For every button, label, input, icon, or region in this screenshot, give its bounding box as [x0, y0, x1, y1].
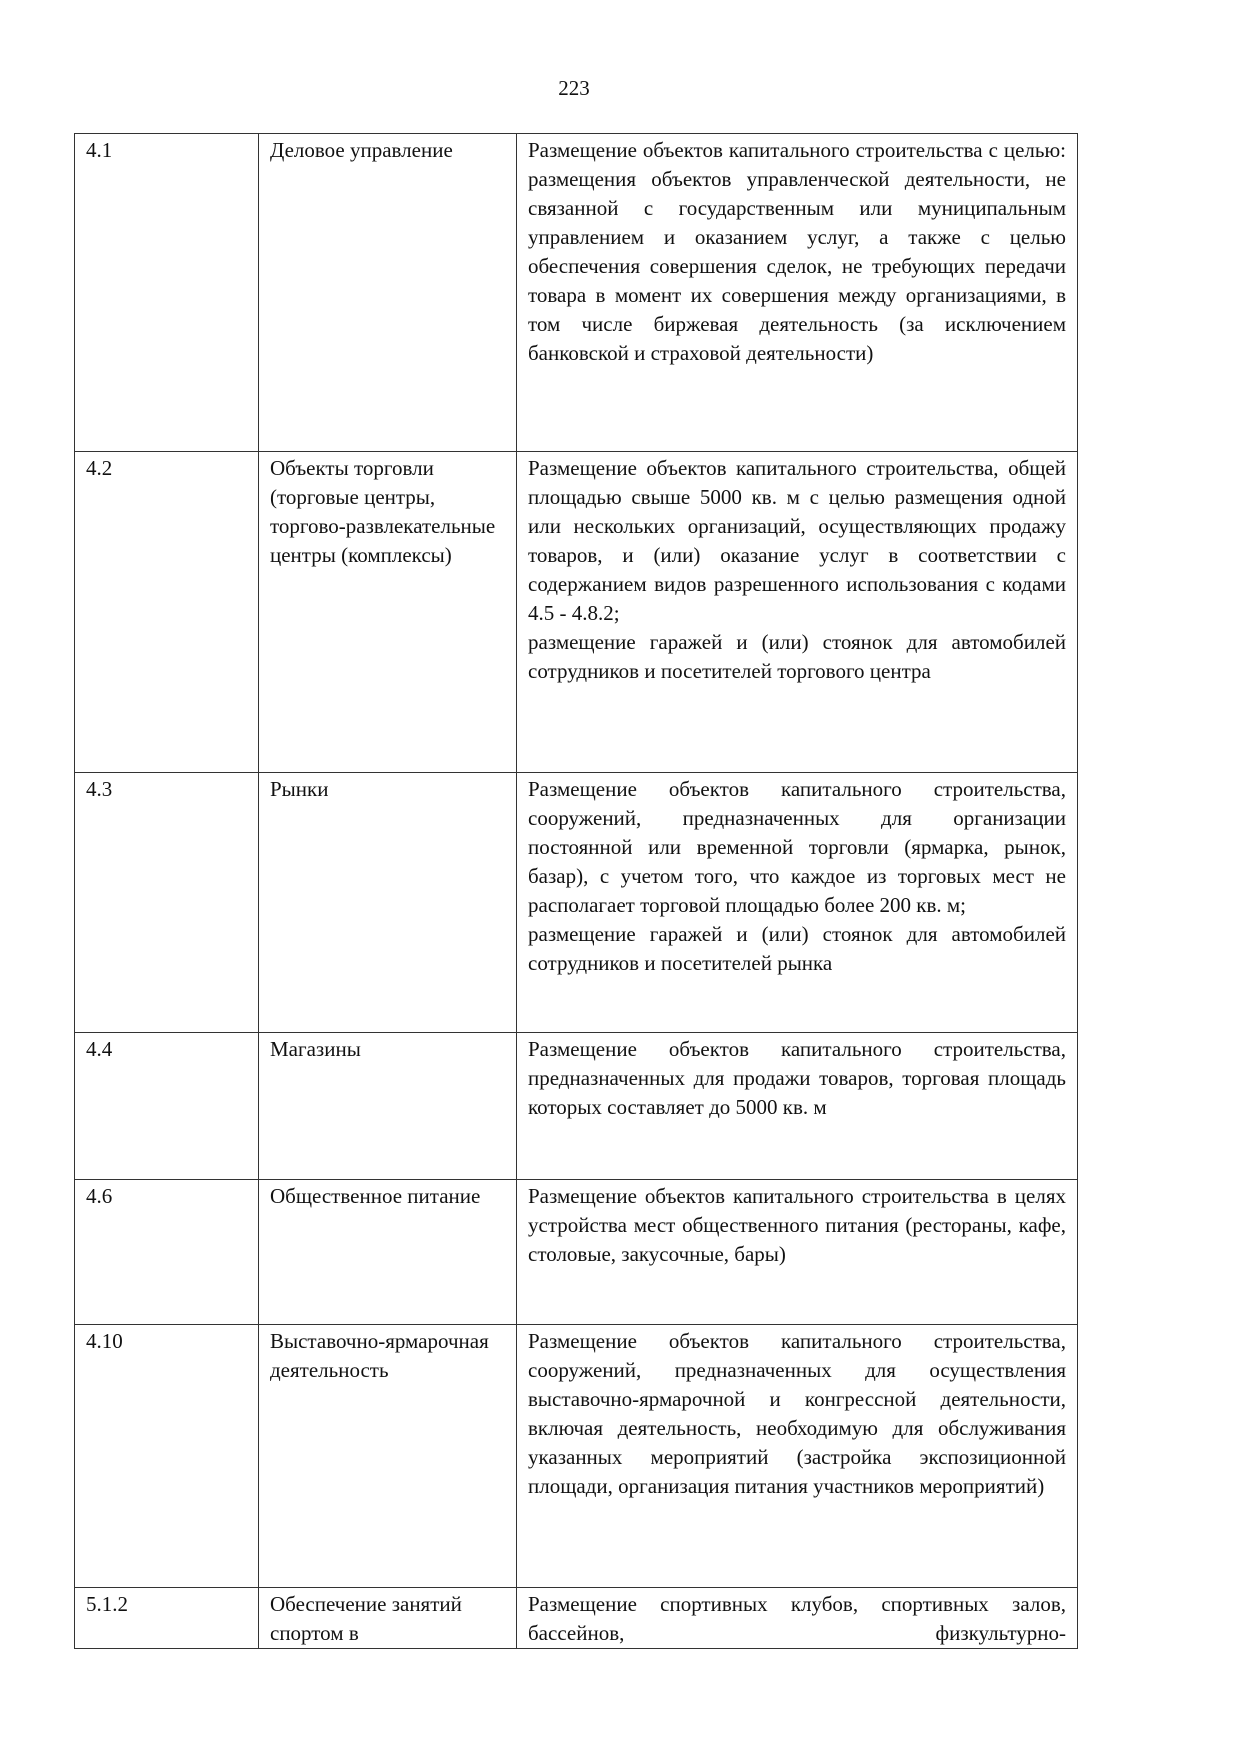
table-row — [75, 134, 1078, 452]
code-cell: 5.1.2 — [75, 1588, 259, 1649]
code-cell: 4.2 — [75, 452, 259, 773]
code-cell: 4.1 — [75, 134, 259, 452]
description-cell — [517, 452, 1078, 773]
description-cell: Размещение объектов капитального строительства в целях устройства мест общественного питания (рестораны, кафе, столовые, закусочные, бары) — [517, 1180, 1078, 1325]
table-row — [75, 773, 1078, 1033]
name-cell: Объекты торговли (торговые центры, торгово-развлекательные центры (комплексы) — [259, 452, 517, 773]
table-row — [75, 1180, 1078, 1325]
description-cell: Размещение объектов капитального строительства с целью: размещения объектов управленческой деятельности, не связанной с государственным или муниципальным управлением и оказанием услуг, а также с целью обеспечения совершения сделок, не требующих передачи товара в момент их совершения между организациями, в том числе биржевая деятельность (за исключением банковской и страховой деятельности) — [517, 134, 1078, 452]
table-row — [75, 452, 1078, 773]
page-number: 223 — [558, 76, 590, 100]
description-cell: Размещение объектов капитального строительства, предназначенных для продажи товаров, торговая площадь которых составляет до 5000 кв. м — [517, 1033, 1078, 1180]
name-cell: Рынки — [259, 773, 517, 1033]
table-row — [75, 1325, 1078, 1588]
code-cell: 4.3 — [75, 773, 259, 1033]
description-cell — [517, 773, 1078, 1033]
description-paragraph: Размещение объектов капитального строительства, общей площадью свыше 5000 кв. м с целью размещения одной или нескольких организаций, осуществляющих продажу товаров, и (или) оказание услуг в соответствии с содержанием видов разрешенного использования с кодами 4.5 - 4.8.2; — [528, 456, 1066, 625]
name-cell: Деловое управление — [259, 134, 517, 452]
code-cell: 4.4 — [75, 1033, 259, 1180]
description-paragraph: размещение гаражей и (или) стоянок для автомобилей сотрудников и посетителей рынка — [528, 922, 1066, 975]
table-row — [75, 1033, 1078, 1180]
code-cell: 4.10 — [75, 1325, 259, 1588]
description-paragraph: Размещение объектов капитального строительства, сооружений, предназначенных для организации постоянной или временной торговли (ярмарка, рынок, базар), с учетом того, что каждое из торговых мест не располагает торговой площадью более 200 кв. м; — [528, 777, 1066, 917]
name-cell: Общественное питание — [259, 1180, 517, 1325]
name-cell: Обеспечение занятий спортом в — [259, 1588, 517, 1649]
name-cell: Выставочно-ярмарочная деятельность — [259, 1325, 517, 1588]
name-cell: Магазины — [259, 1033, 517, 1180]
code-cell: 4.6 — [75, 1180, 259, 1325]
description-cell: Размещение спортивных клубов, спортивных залов, бассейнов, физкультурно- — [517, 1588, 1078, 1649]
land-use-table — [74, 133, 1078, 1649]
table-row — [75, 1588, 1078, 1649]
description-paragraph: размещение гаражей и (или) стоянок для автомобилей сотрудников и посетителей торгового центра — [528, 630, 1066, 683]
description-cell: Размещение объектов капитального строительства, сооружений, предназначенных для осуществления выставочно-ярмарочной и конгрессной деятельности, включая деятельность, необходимую для обслуживания указанных мероприятий (застройка экспозиционной площади, организация питания участников мероприятий) — [517, 1325, 1078, 1588]
